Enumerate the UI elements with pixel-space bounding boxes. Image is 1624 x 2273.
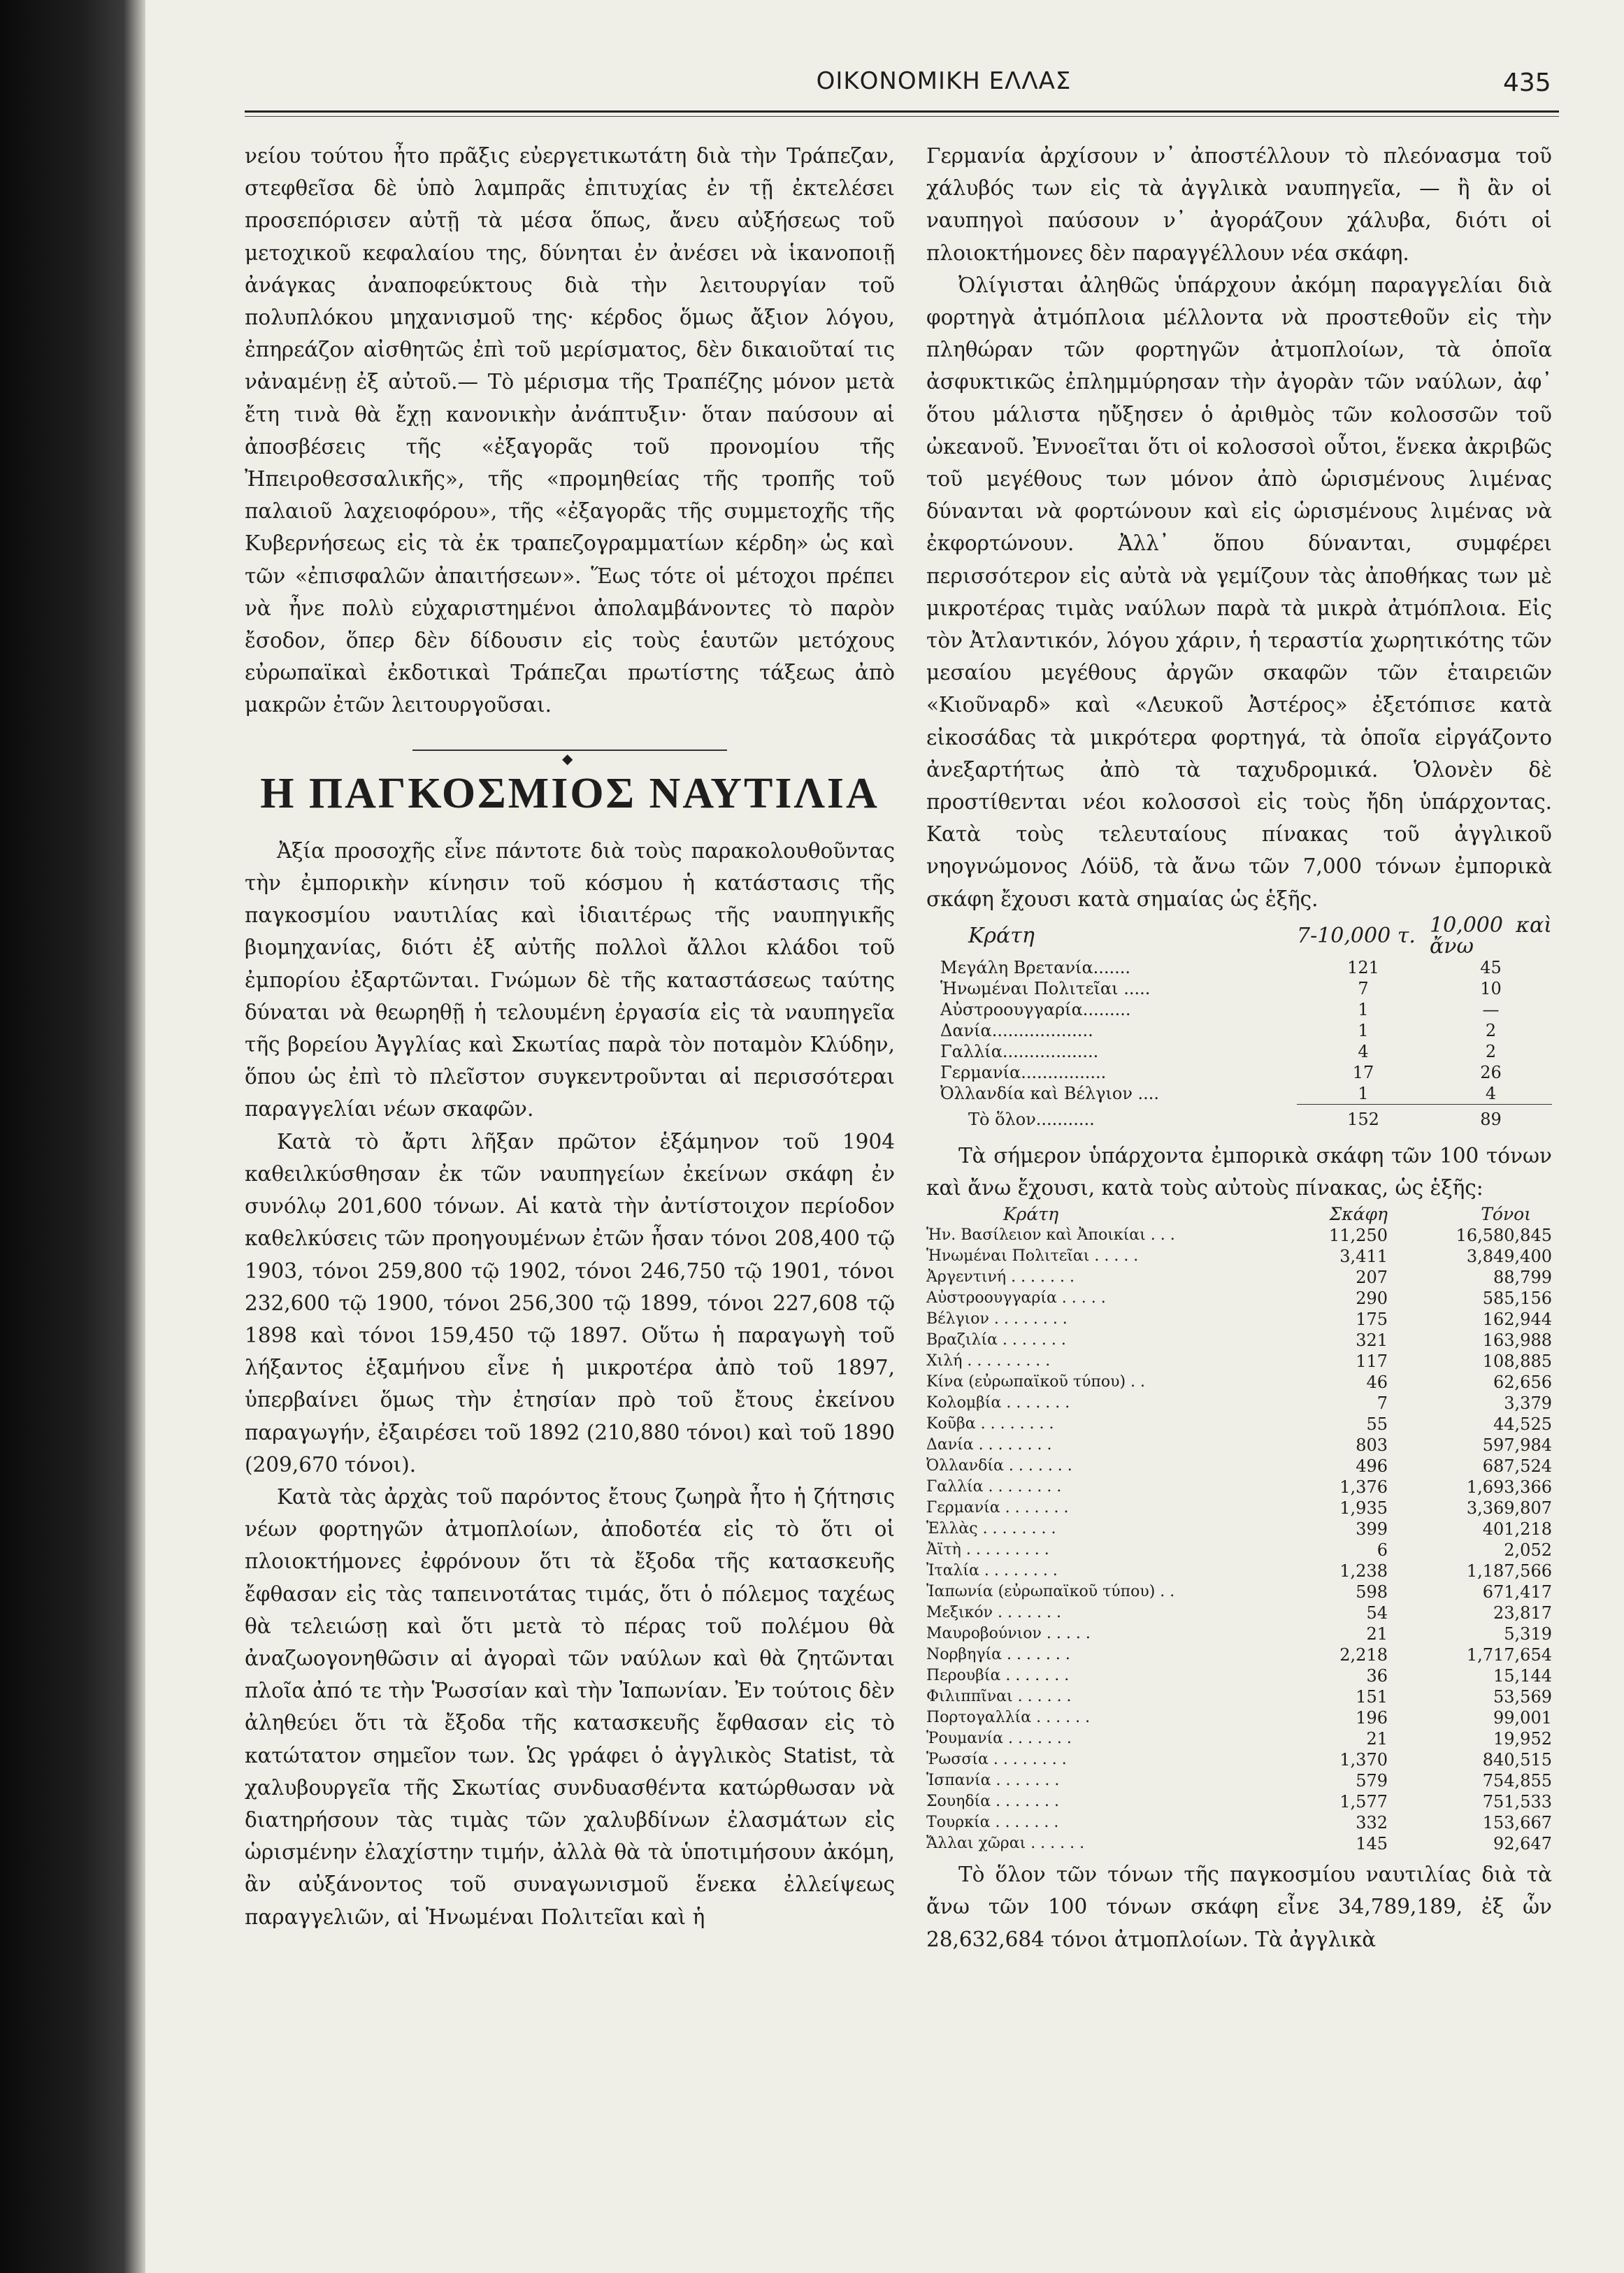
table-row (926, 1267, 1552, 1288)
table-cell: 7 (1358, 978, 1369, 998)
table-cell: 3,411 (1339, 1247, 1388, 1267)
table-cell: 687,524 (1482, 1456, 1552, 1477)
article-paragraph: Τὸ ὅλον τῶν τόνων τῆς παγκοσμίου ναυτιλίας διὰ τὰ ἄνω τῶν 100 τόνων σκάφη εἶνε 34,789,189, ἐξ ὧν 28,632,684 τόνοι ἀτμοπλοίων. Τὰ ἀγγλικὰ (926, 1863, 1552, 1951)
table-row (926, 1707, 1552, 1728)
table-cell: 3,849,400 (1466, 1247, 1552, 1267)
table-cell: 2,052 (1504, 1540, 1552, 1561)
table-cell: 597,984 (1482, 1435, 1552, 1456)
table-cell: 754,855 (1482, 1771, 1552, 1791)
table-cell: 23,817 (1493, 1603, 1552, 1623)
table-cell: 1,717,654 (1466, 1645, 1552, 1665)
table-cell: 46 (1366, 1372, 1388, 1393)
table-cell: 401,218 (1482, 1519, 1552, 1540)
table-row (926, 1414, 1552, 1435)
table-cell: 290 (1356, 1289, 1388, 1309)
table-cell: 3,369,807 (1466, 1498, 1552, 1519)
right-column (926, 140, 1552, 1956)
table-cell: 2 (1485, 1041, 1497, 1061)
header-rule (245, 110, 1559, 113)
table-row (926, 1833, 1552, 1854)
article-paragraph: Κατὰ τὸ ἄρτι λῆξαν πρῶτον ἑξάμηνον τοῦ 1904 καθειλκύσθησαν ἐκ τῶν ναυπηγείων ἐκείνων σκάφη ἐν συνόλῳ 201,600 τόνων. Αἱ κατὰ τὴν ἀντίστοιχον περίοδον καθελκύσεις τῶν προηγουμένων ἐτῶν ἦσαν τόνοι 208,400 τῷ 1903, τόνοι 259,800 τῷ 1902, τόνοι 246,750 τῷ 1901, τόνοι 232,600 τῷ 1900, τόνοι 256,300 τῷ 1899, τόνοι 227,608 τῷ 1898 καὶ τόνοι 159,450 τῷ 1897. Οὕτω ἡ παραγωγὴ τοῦ λήξαντος ἑξαμήνου εἶνε ἡ μικροτέρα ἀπὸ τοῦ 1897, ὑπερβαίνει ὅμως τὴν ἐτησίαν πρὸ τοῦ ἔτους ἐκείνου παραγωγήν, ἐξαιρέσει τοῦ 1892 (210,880 τόνοι) καὶ τοῦ 1890 (209,670 τόνοι). (245, 1129, 895, 1477)
article-heading: Η ΠΑΓΚΟΣΜΙΟΣ ΝΑΥΤΙΛΙΑ (260, 769, 879, 817)
table-cell: 751,533 (1482, 1792, 1552, 1812)
table-cell: Μεγάλη Βρετανία....... (940, 957, 1131, 977)
table-cell: Ὀλλανδία καὶ Βέλγιον .... (940, 1084, 1160, 1104)
table-cell: 2,218 (1339, 1645, 1388, 1665)
table-cell: 585,156 (1482, 1289, 1552, 1309)
table-cell: 21 (1366, 1729, 1388, 1749)
table-row (926, 1062, 1552, 1083)
table-cell: Σουηδία . . . . . . . (926, 1793, 1059, 1811)
table-cell: 1,376 (1339, 1477, 1388, 1498)
table-cell: 162,944 (1482, 1310, 1552, 1330)
table-row (926, 1477, 1552, 1498)
table-cell: Βέλγιον . . . . . . . . (926, 1310, 1068, 1328)
table-row (926, 1749, 1552, 1770)
table-cell: 92,647 (1493, 1834, 1552, 1854)
table-total-row (926, 1104, 1552, 1130)
table-cell: 1,370 (1339, 1750, 1388, 1770)
table-cell: 1,935 (1339, 1498, 1388, 1519)
article-paragraph: Τὰ σήμερον ὑπάρχοντα ἐμπορικὰ σκάφη τῶν 100 τόνων καὶ ἄνω ἔχουσι, κατὰ τοὺς αὐτοὺς πίνακας, ὡς ἑξῆς: (926, 1143, 1552, 1200)
table-cell: 6 (1377, 1540, 1388, 1561)
table-cell: 17 (1352, 1062, 1374, 1082)
table-cell: 10 (1480, 978, 1502, 998)
table-row (926, 1791, 1552, 1812)
table-cell: 332 (1356, 1813, 1388, 1833)
table-cell: 152 (1297, 1104, 1430, 1130)
table-cell: Ἡν. Βασίλειον καὶ Ἀποικίαι . . . (926, 1226, 1175, 1245)
table-row (926, 1083, 1552, 1105)
table-cell: 1,577 (1339, 1792, 1388, 1812)
table-cell: Δανία................... (940, 1020, 1093, 1040)
table-cell: 1,693,366 (1466, 1477, 1552, 1498)
table-cell: Αὐστροουγγαρία . . . . . (926, 1289, 1106, 1307)
table-cell: 579 (1356, 1771, 1388, 1791)
table-cell: Κοῦβα . . . . . . . . (926, 1415, 1054, 1433)
table-row (926, 1372, 1552, 1393)
table-cell: Ὀλλανδία . . . . . . . (926, 1457, 1072, 1475)
separator-diamond-icon: ◆ (562, 750, 573, 767)
table-cell: 5,319 (1504, 1624, 1552, 1644)
section-separator (245, 737, 895, 765)
table-cell: 496 (1356, 1456, 1388, 1477)
table-header-cell: 7-10,000 τ. (1297, 923, 1416, 948)
table-row (926, 1812, 1552, 1833)
table-row (926, 1686, 1552, 1707)
table-cell: 163,988 (1482, 1331, 1552, 1351)
table-cell: 54 (1366, 1603, 1388, 1623)
table-cell: 88,799 (1493, 1268, 1552, 1288)
table-row (926, 1246, 1552, 1267)
article-paragraph: Ὀλίγισται ἀληθῶς ὑπάρχουν ἀκόμη παραγγελίαι διὰ φορτηγὰ ἀτμόπλοια μέλλοντα νὰ προστεθοῦν εἰς τὴν πληθώραν τῶν φορτηγῶν ἀτμοπλοίων, τὰ ὁποῖα ἀσφυκτικῶς ἐπλημμύρησαν τὴν ἀγορὰν τῶν ναύλων, ἀφ᾿ ὅτου μάλιστα ηὔξησεν ὁ ἀριθμὸς τῶν κολοσσῶν τοῦ ὠκεανοῦ. Ἐννοεῖται ὅτι οἱ κολοσσοὶ οὗτοι, ἕνεκα ἀκριβῶς τοῦ μεγέθους των μόνον ἀπὸ ὡρισμένους λιμένας δύνανται νὰ φορτώνουν καὶ εἰς ὡρισμένους λιμένας νὰ ἐκφορτώνουν. Ἀλλ᾿ ὅπου δύνανται, συμφέρει περισσότερον εἰς αὐτὰ νὰ γεμίζουν τὰς ἀποθήκας των μὲ μικροτέρας τιμὰς ναύλων παρὰ τὰ μικρὰ ἀτμόπλοια. Εἰς τὸν Ἀτλαντικόν, λόγου χάριν, ἡ τεραστία χωρητικότης τῶν μεσαίου μεγέθους ἀργῶν σκαφῶν τῶν ἑταιρειῶν «Κιοῦναρδ» καὶ «Λευκοῦ Ἀστέρος» ἐξετόπισε κατὰ εἰκοσάδας τὰ μικρότερα φορτηγά, τὰ ὁποῖα εἰργάζοντο ἀνεξαρτήτως ἀπὸ τὰ ταχυδρομικά. Ὁλονὲν δὲ προστίθενται νέοι κολοσσοὶ εἰς τοὺς ἤδη ὑπάρχοντας. Κατὰ τοὺς τελευταίους πίνακας τοῦ ἀγγλικοῦ νηογνώμονος Λόϋδ, τὰ ἄνω τῶν 7,000 τόνων ἐμπορικὰ σκάφη ἔχουσι κατὰ σημαίας ὡς ἑξῆς. (926, 273, 1552, 911)
table-cell: 840,515 (1482, 1750, 1552, 1770)
table-cell: Γαλλία.................. (940, 1041, 1099, 1061)
table-cell: 36 (1366, 1666, 1388, 1686)
table-row (926, 1309, 1552, 1330)
table-row (926, 1456, 1552, 1477)
book-binding-edge (0, 0, 145, 2273)
table-header-cell: Κράτη (1003, 1204, 1059, 1225)
table-cell: 62,656 (1493, 1372, 1552, 1393)
table-row (926, 1351, 1552, 1372)
table-cell: Περουβία . . . . . . . (926, 1667, 1070, 1685)
table-cell: Γαλλία . . . . . . . . (926, 1478, 1062, 1496)
table-row (926, 1288, 1552, 1309)
table-cell: 121 (1347, 957, 1379, 977)
table-row (926, 1330, 1552, 1351)
table-cell: 3,379 (1504, 1393, 1552, 1414)
table-row (926, 1770, 1552, 1791)
table-cell: 1 (1358, 1083, 1369, 1103)
table-row (926, 1540, 1552, 1561)
table-row (926, 1644, 1552, 1665)
table-cell: 55 (1366, 1414, 1388, 1435)
continued-paragraph: νείου τούτου ἦτο πρᾶξις εὐεργετικωτάτη διὰ τὴν Τράπεζαν, στεφθεῖσα δὲ ὑπὸ λαμπρᾶς ἐπιτυχίας ἐν τῇ ἐκτελέσει προσεπόρισεν αὐτῇ τὰ μέσα ὅπως, ἄνευ αὐξήσεως τοῦ μετοχικοῦ κεφαλαίου της, δύνηται ἐν ἀνέσει νὰ ἱκανοποιῇ ἀνάγκας ἀναποφεύκτους διὰ τὴν λειτουργίαν τοῦ πολυπλόκου μηχανισμοῦ της· κέρδος ὅμως ἄξιον λόγου, ἐπηρεάζον αἰσθητῶς ἐπὶ τοῦ μερίσματος, δὲν δικαιοῦταί τις νἀναμένῃ ἐξ αὐτοῦ.— Τὸ μέρισμα τῆς Τραπέζης μόνον μετὰ ἔτη τινὰ θὰ ἔχῃ κανονικὴν ἀνάπτυξιν· ὅταν παύσουν αἱ ἀποσβέσεις τῆς «ἐξαγορᾶς τοῦ προνομίου τῆς Ἠπειροθεσσαλικῆς», τῆς «προμηθείας τῆς τροπῆς τοῦ παλαιοῦ λαχειοφόρου», τῆς «ἐξαγορᾶς τῆς συμμετοχῆς τῆς Κυβερνήσεως εἰς τὰ ἐκ τραπεζογραμματίων κέρδη» ὡς καὶ τῶν «ἐπισφαλῶν ἀπαιτήσεων». Ἕως τότε οἱ μέτοχοι πρέπει νὰ ἦνε πολὺ εὐχαριστημένοι ἀπολαμβάνοντες τὸ παρὸν ἔσοδον, ὅπερ δὲν δίδουσιν εἰς τοὺς ἑαυτῶν μετόχους εὐρωπαϊκαὶ ἐκδοτικαὶ Τράπεζαι πρωτίστης τάξεως ἀπὸ μακρῶν ἐτῶν λειτουργοῦσαι. (245, 144, 895, 717)
table-cell: 4 (1358, 1041, 1369, 1061)
table-cell: Ἰταλία . . . . . . . . (926, 1562, 1058, 1580)
table-row (926, 1041, 1552, 1062)
table-cell: 145 (1356, 1834, 1388, 1854)
header-rule-thin (245, 116, 1559, 117)
article-paragraph: Ἀξία προσοχῆς εἶνε πάντοτε διὰ τοὺς παρακολουθοῦντας τὴν ἐμπορικὴν κίνησιν τοῦ κόσμου ἡ κατάστασις τῆς παγκοσμίου ναυτιλίας καὶ ἰδιαιτέρως τῆς ναυπηγικῆς βιομηχανίας, διότι ἐξ αὐτῆς πολλοὶ ἄλλοι κλάδοι τοῦ ἐμπορίου ἐξαρτῶνται. Γνώμων δὲ τῆς καταστάσεως ταύτης δύναται νὰ θεωρηθῇ ἡ τελουμένη ἐργασία εἰς τὰ ναυπηγεῖα τῆς βορείου Ἀγγλίας καὶ Σκωτίας παρὰ τὸν ποταμὸν Κλύδην, ὅπου ὡς ἐπὶ τὸ πλεῖστον συγκεντροῦνται αἱ περισσότεραι παραγγελίαι νέων σκαφῶν. (245, 838, 895, 1121)
table-header-cell: Τόνοι (1481, 1204, 1531, 1225)
table-row (926, 957, 1552, 978)
table-cell: Ἄλλαι χῶραι . . . . . . (926, 1835, 1085, 1853)
table-row (926, 1393, 1552, 1414)
table-cell: Ἑλλὰς . . . . . . . . (926, 1520, 1056, 1538)
table-row (926, 978, 1552, 999)
table-header-cell: 10,000 καὶ ἄνω (1430, 912, 1552, 959)
table-cell: 19,952 (1493, 1729, 1552, 1749)
table-cell: 2 (1485, 1020, 1497, 1040)
table-cell: Χιλή . . . . . . . . . (926, 1352, 1051, 1370)
table-cell: Μεξικόν . . . . . . . (926, 1604, 1061, 1622)
article-paragraph: Γερμανία ἀρχίσουν ν᾿ ἀποστέλλουν τὸ πλεόνασμα τοῦ χάλυβός των εἰς τὰ ἀγγλικὰ ναυπηγεῖα, — ἢ ἂν οἱ ναυπηγοὶ παύσουν ν᾿ ἀγοράζουν χάλυβα, διότι οἱ πλοιοκτήμονες δὲν παραγγέλλουν νέα σκάφη. (926, 144, 1552, 265)
table-cell: Γερμανία . . . . . . . (926, 1499, 1069, 1517)
table-cell: Δανία . . . . . . . . (926, 1436, 1052, 1454)
table-cell: Ἀϊτὴ . . . . . . . . . (926, 1541, 1049, 1559)
table-row (926, 1498, 1552, 1519)
table-cell: 151 (1356, 1687, 1388, 1707)
table-cell: 321 (1356, 1331, 1388, 1351)
table-cell: Νορβηγία . . . . . . . (926, 1646, 1070, 1664)
running-header-title: ΟΙΚΟΝΟΜΙΚΗ ΕΛΛΑΣ (816, 67, 1072, 95)
table-cell: 399 (1356, 1519, 1388, 1540)
table-cell: Τὸ ὅλον........... (968, 1109, 1095, 1129)
merchant-fleet-table (926, 1204, 1552, 1854)
table-cell: Ἱσπανία . . . . . . . (926, 1772, 1060, 1790)
table-row (926, 999, 1552, 1020)
table-cell: Κίνα (εὐρωπαϊκοῦ τύπου) . . (926, 1373, 1145, 1391)
table-cell: 175 (1356, 1310, 1388, 1330)
table-cell: 671,417 (1482, 1582, 1552, 1602)
table-cell: Ἡνωμέναι Πολιτεῖαι ..... (940, 978, 1151, 998)
table-cell: Ῥωσσία . . . . . . . . (926, 1751, 1067, 1769)
table-header-row (926, 915, 1552, 957)
table-header-row (926, 1204, 1552, 1225)
article-paragraph: Κατὰ τὰς ἀρχὰς τοῦ παρόντος ἔτους ζωηρὰ ἦτο ἡ ζήτησις νέων φορτηγῶν ἀτμοπλοίων, ἀποδοτέα εἰς τὸ ὅτι οἱ πλοιοκτήμονες ἐφρόνουν ὅτι τὰ ἔξοδα τῆς κατασκευῆς ἔφθασαν εἰς τὰς ταπεινοτάτας τιμάς, ὅτι ὁ πόλεμος ταχέως θὰ τελειώσῃ καὶ ὅτι μετὰ τὸ πέρας τοῦ πολέμου θὰ ἀναζωογονηθῶσιν αἱ ἀγοραὶ τῶν ναύλων καὶ θὰ ζητῶνται πλοῖα ἀπό τε τὴν Ῥωσσίαν καὶ τὴν Ἰαπωνίαν. Ἐν τούτοις δὲν ἀληθεύει ὅτι τὰ ἔξοδα τῆς κατασκευῆς ἔφθασαν εἰς τὸ κατώτατον σημεῖον των. Ὡς γράφει ὁ ἀγγλικὸς Statist, τὰ χαλυβουργεῖα τῆς Σκωτίας συνδυασθέντα κατώρθωσαν νὰ διατηρήσουν τὰς τιμὰς τῶν χαλυβδίνων ἐλασμάτων εἰς ὡρισμένην ἐλαχίστην τιμήν, ἀλλὰ θὰ τὰ ὑποτιμήσουν ἀκόμη, ἂν αὐξάνοντος τοῦ συναγωνισμοῦ ἕνεκα ἐλλείψεως παραγγελιῶν, αἱ Ἡνωμέναι Πολιτεῖαι καὶ ἡ (245, 1484, 895, 1929)
table-cell: 1,187,566 (1466, 1561, 1552, 1582)
table-cell: Βραζιλία . . . . . . . (926, 1331, 1066, 1349)
table-cell: 117 (1356, 1351, 1388, 1372)
table-cell: 803 (1356, 1435, 1388, 1456)
table-header-cell: Σκάφη (1329, 1204, 1388, 1225)
table-cell: 99,001 (1493, 1708, 1552, 1728)
table-cell: Ἀργεντινή . . . . . . . (926, 1268, 1075, 1286)
table-cell: 15,144 (1493, 1666, 1552, 1686)
table-row (926, 1728, 1552, 1749)
table-cell: 598 (1356, 1582, 1388, 1602)
table-row (926, 1225, 1552, 1246)
table-cell: 207 (1356, 1268, 1388, 1288)
table-header-cell: Κράτη (968, 923, 1035, 948)
table-row (926, 1020, 1552, 1041)
table-cell: 7 (1377, 1393, 1388, 1414)
table-cell: Ῥουμανία . . . . . . . (926, 1730, 1072, 1748)
table-cell: 153,667 (1482, 1813, 1552, 1833)
table-cell: Γερμανία................ (940, 1062, 1107, 1082)
table-cell: 1 (1358, 1020, 1369, 1040)
page-number: 435 (1503, 69, 1551, 97)
table-cell: Κολομβία . . . . . . . (926, 1394, 1070, 1412)
table-cell: Πορτογαλλία . . . . . . (926, 1709, 1091, 1727)
table-cell: 4 (1485, 1083, 1497, 1103)
table-row (926, 1665, 1552, 1686)
table-cell: 44,525 (1493, 1414, 1552, 1435)
table-cell: Μαυροβούνιον . . . . . (926, 1625, 1091, 1643)
table-cell: 196 (1356, 1708, 1388, 1728)
table-row (926, 1582, 1552, 1602)
table-cell: Αὐστροουγγαρία......... (940, 999, 1131, 1019)
table-cell: Τουρκία . . . . . . . (926, 1814, 1059, 1832)
table-row (926, 1435, 1552, 1456)
table-cell: 21 (1366, 1624, 1388, 1644)
left-column (245, 140, 895, 1933)
table-row (926, 1623, 1552, 1644)
table-cell: Ἡνωμέναι Πολιτεῖαι . . . . . (926, 1247, 1139, 1265)
table-cell: 1,238 (1339, 1561, 1388, 1582)
table-cell: 108,885 (1482, 1351, 1552, 1372)
table-cell: 45 (1480, 957, 1502, 977)
table-cell: 26 (1480, 1062, 1502, 1082)
table-row (926, 1519, 1552, 1540)
table-cell: 53,569 (1493, 1687, 1552, 1707)
table-cell: 16,580,845 (1456, 1226, 1552, 1246)
table-cell: 1 (1358, 999, 1369, 1019)
table-row (926, 1602, 1552, 1623)
table-cell: 11,250 (1329, 1226, 1388, 1246)
table-cell: Φιλιππῖναι . . . . . . (926, 1688, 1072, 1706)
table-cell: Ἰαπωνία (εὐρωπαϊκοῦ τύπου) . . (926, 1583, 1175, 1601)
large-ships-table (926, 912, 1552, 1130)
table-cell: 89 (1430, 1104, 1552, 1130)
table-cell: — (1482, 999, 1500, 1019)
table-row (926, 1561, 1552, 1582)
